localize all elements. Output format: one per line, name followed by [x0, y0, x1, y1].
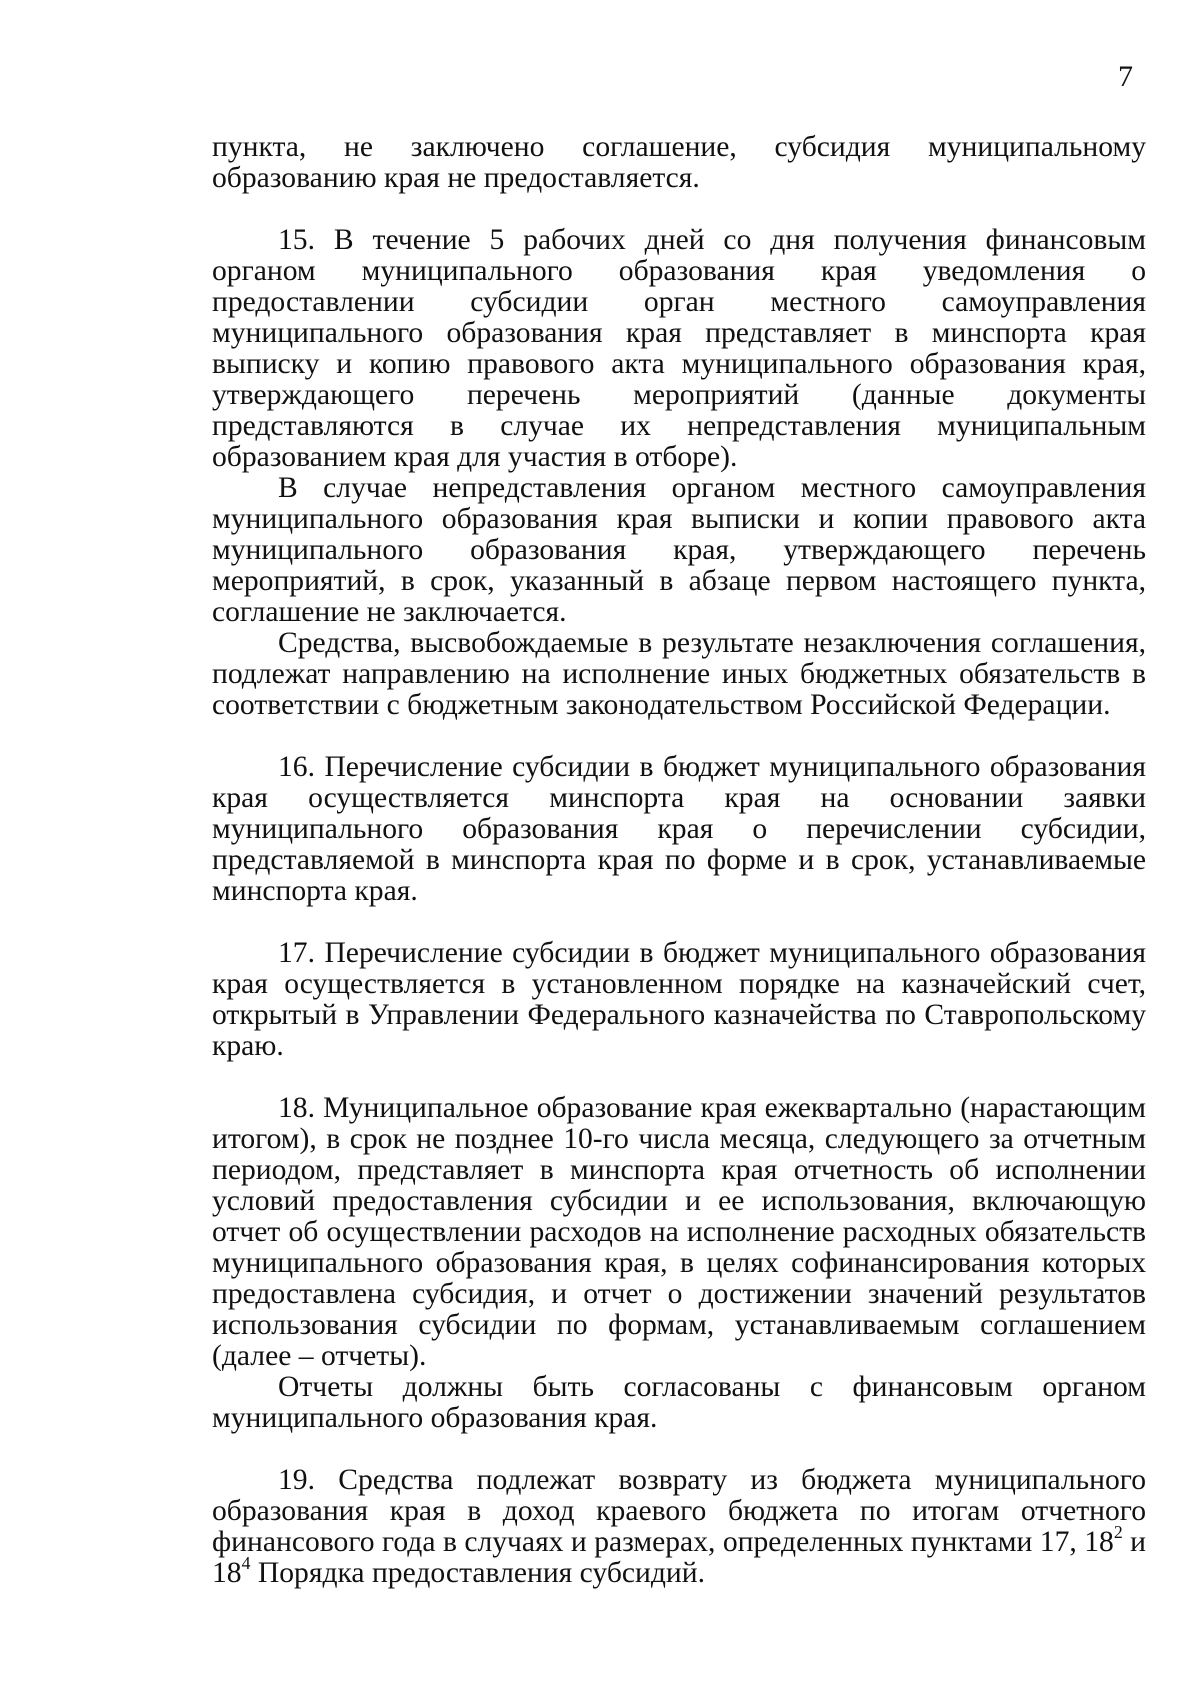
paragraph-18-abzac-2: Отчеты должны быть согласованы с финансовым органом муниципального образования края. — [212, 1371, 1146, 1434]
paragraph-15-abzac-2: В случае непредставления органом местного самоуправления муниципального образования края выписки и копии правового акта муниципального образования края, утверждающего перечень мероприятий, в срок, указанный в абзаце первом настоящего пункта, соглашение не заключается. — [212, 472, 1146, 628]
paragraph-17: 17. Перечисление субсидии в бюджет муниципального образования края осуществляется в установленном порядке на казначейский счет, открытый в Управлении Федерального казначейства по Ставропольскому краю. — [212, 937, 1146, 1062]
page-number: 7 — [1118, 60, 1133, 93]
paragraph-19-part-1: 19. Средства подлежат возврату из бюджета муниципального образования края в доход краевого бюджета по итогам отчетного финансового года в случаях и размерах, определенных пунктами 17, 18 — [212, 1464, 1146, 1558]
superscript-2: 2 — [1113, 1522, 1123, 1543]
document-body — [212, 132, 1146, 1589]
superscript-4: 4 — [241, 1553, 251, 1574]
paragraph-16: 16. Перечисление субсидии в бюджет муниципального образования края осуществляется минспорта края на основании заявки муниципального образования края о перечислении субсидии, представляемой в минспорта края по форме и в срок, устанавливаемые минспорта края. — [212, 751, 1146, 907]
paragraph-15: 15. В течение 5 рабочих дней со дня получения финансовым органом муниципального образования края уведомления о предоставлении субсидии орган местного самоуправления муниципального образования края представляет в минспорта края выписку и копию правового акта муниципального образования края, утверждающего перечень мероприятий (данные документы представляются в случае их непредставления муниципальным образованием края для участия в отборе). — [212, 224, 1146, 473]
paragraph-19-part-3: Порядка предоставления субсидий. — [250, 1557, 705, 1589]
paragraph-19-part-2: и 18 — [212, 1526, 1146, 1589]
paragraph-14-tail: пункта, не заключено соглашение, субсидия муниципальному образованию края не предоставляется. — [212, 131, 1146, 194]
paragraph-19 — [212, 1465, 1146, 1589]
paragraph-18: 18. Муниципальное образование края ежеквартально (нарастающим итогом), в срок не позднее 10-го числа месяца, следующего за отчетным периодом, представляет в минспорта края отчетность об исполнении условий предоставления субсидии и ее использования, включающую отчет об осуществлении расходов на исполнение расходных обязательств муниципального образования края, в целях софинансирования которых предоставлена субсидия, и отчет о достижении значений результатов использования субсидии по формам, устанавливаемым соглашением (далее – отчеты). — [212, 1092, 1146, 1372]
paragraph-15-abzac-3: Средства, высвобождаемые в результате незаключения соглашения, подлежат направлению на исполнение иных бюджетных обязательств в соответствии с бюджетным законодательством Российской Федерации. — [212, 627, 1146, 721]
